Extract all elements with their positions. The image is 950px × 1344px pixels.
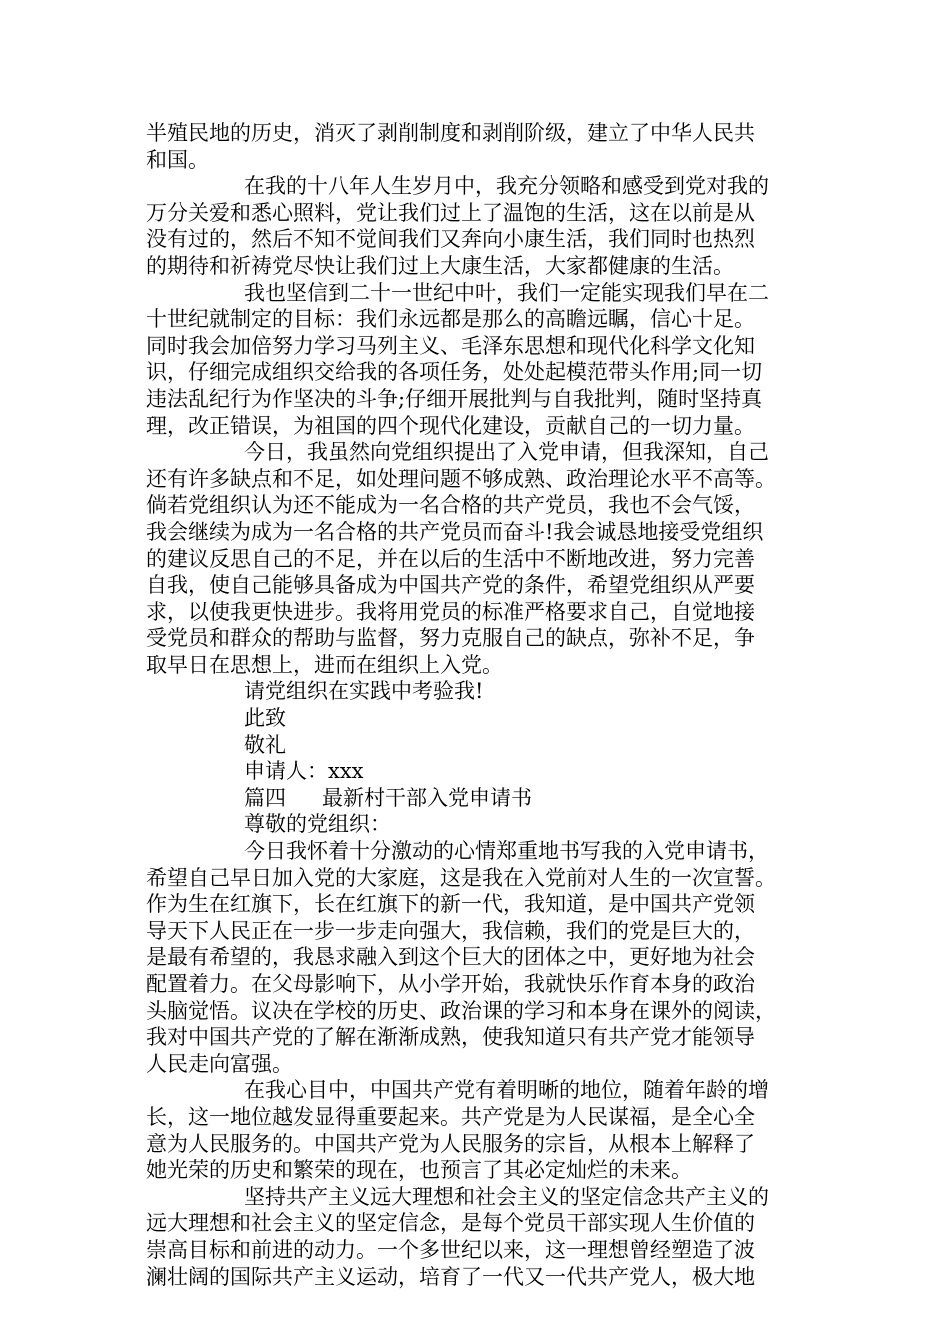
text-line: 在我心目中，中国共产党有着明晰的地位，随着年龄的增 [244,1078,769,1103]
text-line: 我也坚信到二十一世纪中叶，我们一定能实现我们早在二 [244,280,769,305]
text-line: 作为生在红旗下，长在红旗下的新一代，我知道，是中国共产党领 [146,892,755,917]
closing-jingli: 敬礼 [244,732,286,757]
salutation: 尊敬的党组织： [244,812,391,837]
text-line: 取早日在思想上，进而在组织上入党。 [146,652,503,677]
applicant-signature: 申请人：xxx [244,759,364,784]
closing-cizhi: 此致 [244,706,286,731]
text-line: 头脑觉悟。议决在学校的历史、政治课的学习和本身在课外的阅读， [146,998,776,1023]
text-line: 今日，我虽然向党组织提出了入党申请，但我深知，自己 [244,440,769,465]
text-line: 长，这一地位越发显得重要起来。共产党是为人民谋福，是全心全 [146,1104,755,1129]
text-line: 她光荣的历史和繁荣的现在，也预言了其必定灿烂的未来。 [146,1158,692,1183]
paragraph [146,173,810,279]
text-line: 还有许多缺点和不足，如处理问题不够成熟、政治理论水平不高等。 [146,466,776,491]
paragraph [146,1184,810,1290]
text-line: 半殖民地的历史，消灭了剥削制度和剥削阶级，建立了中华人民共 [146,121,755,145]
text-line: 十世纪就制定的目标：我们永远都是那么的高瞻远瞩，信心十足。 [146,307,755,332]
text-line: 受党员和群众的帮助与监督，努力克服自己的缺点，弥补不足，争 [146,626,755,651]
section-heading [146,785,810,812]
text-line: 求，以使我更快进步。我将用党员的标准严格要求自己，自觉地接 [146,599,755,624]
text-line: 和国。 [146,147,209,172]
text-line: 导天下人民正在一步一步走向强大，我信赖，我们的党是巨大的， [146,918,755,943]
document-page [146,120,810,1290]
text-line: 没有过的，然后不知不觉间我们又奔向小康生活，我们同时也热烈 [146,227,755,252]
text-line: 在我的十八年人生岁月中，我充分领略和感受到党对我的 [244,174,769,199]
text-line: 的期待和祈祷党尽快让我们过上大康生活，大家都健康的生活。 [146,253,734,278]
paragraph [146,280,810,440]
text-line: 今日我怀着十分激动的心情郑重地书写我的入党申请书， [244,839,769,864]
text-line: 万分关爱和悉心照料，党让我们过上了温饱的生活，这在以前是从 [146,200,755,225]
text-line: 自我，使自己能够具备成为中国共产党的条件，希望党组织从严要 [146,573,755,598]
text-line: 我对中国共产党的了解在渐渐成熟，使我知道只有共产党才能领导 [146,1025,755,1050]
text-line: 配置着力。在父母影响下，从小学开始，我就快乐作育本身的政治 [146,972,755,996]
text-line: 是最有希望的，我恳求融入到这个巨大的团体之中，更好地为社会 [146,945,755,970]
section-title: 最新村干部入党申请书 [322,785,532,810]
text-line: 澜壮阔的国际共产主义运动，培育了一代又一代共产党人，极大地 [146,1264,755,1289]
text-line: 理，改正错误，为祖国的四个现代化建设，贡献自己的一切力量。 [146,413,755,438]
text-line: 的建议反思自己的不足，并在以后的生活中不断地改进，努力完善 [146,546,755,571]
text-line: 识，仔细完成组织交给我的各项任务，处处起模范带头作用;同一切 [146,360,763,385]
paragraph [146,120,810,173]
text-line: 我会继续为成为一名合格的共产党员而奋斗!我会诚恳地接受党组织 [146,519,764,544]
paragraph [146,439,810,678]
section-number: 篇四 [244,785,286,810]
paragraph [146,1077,810,1183]
text-line: 意为人民服务的。中国共产党为人民服务的宗旨，从根本上解释了 [146,1131,755,1156]
text-line: 远大理想和社会主义的坚定信念，是每个党员干部实现人生价值的 [146,1211,755,1236]
text-line: 同时我会加倍努力学习马列主义、毛泽东思想和现代化科学文化知 [146,333,755,358]
text-line: 希望自己早日加入党的大家庭，这是我在入党前对人生的一次宣誓。 [146,865,776,890]
paragraph [146,838,810,1077]
text-line: 倘若党组织认为还不能成为一名合格的共产党员，我也不会气馁， [146,493,755,518]
text-line: 崇高目标和前进的动力。一个多世纪以来，这一理想曾经塑造了波 [146,1237,755,1262]
text-line: 人民走向富强。 [146,1051,293,1076]
closing-request: 请党组织在实践中考验我! [244,679,484,704]
text-line: 违法乱纪行为作坚决的斗争;仔细开展批判与自我批判，随时坚持真 [146,386,763,411]
text-line: 坚持共产主义远大理想和社会主义的坚定信念共产主义的 [244,1184,769,1209]
